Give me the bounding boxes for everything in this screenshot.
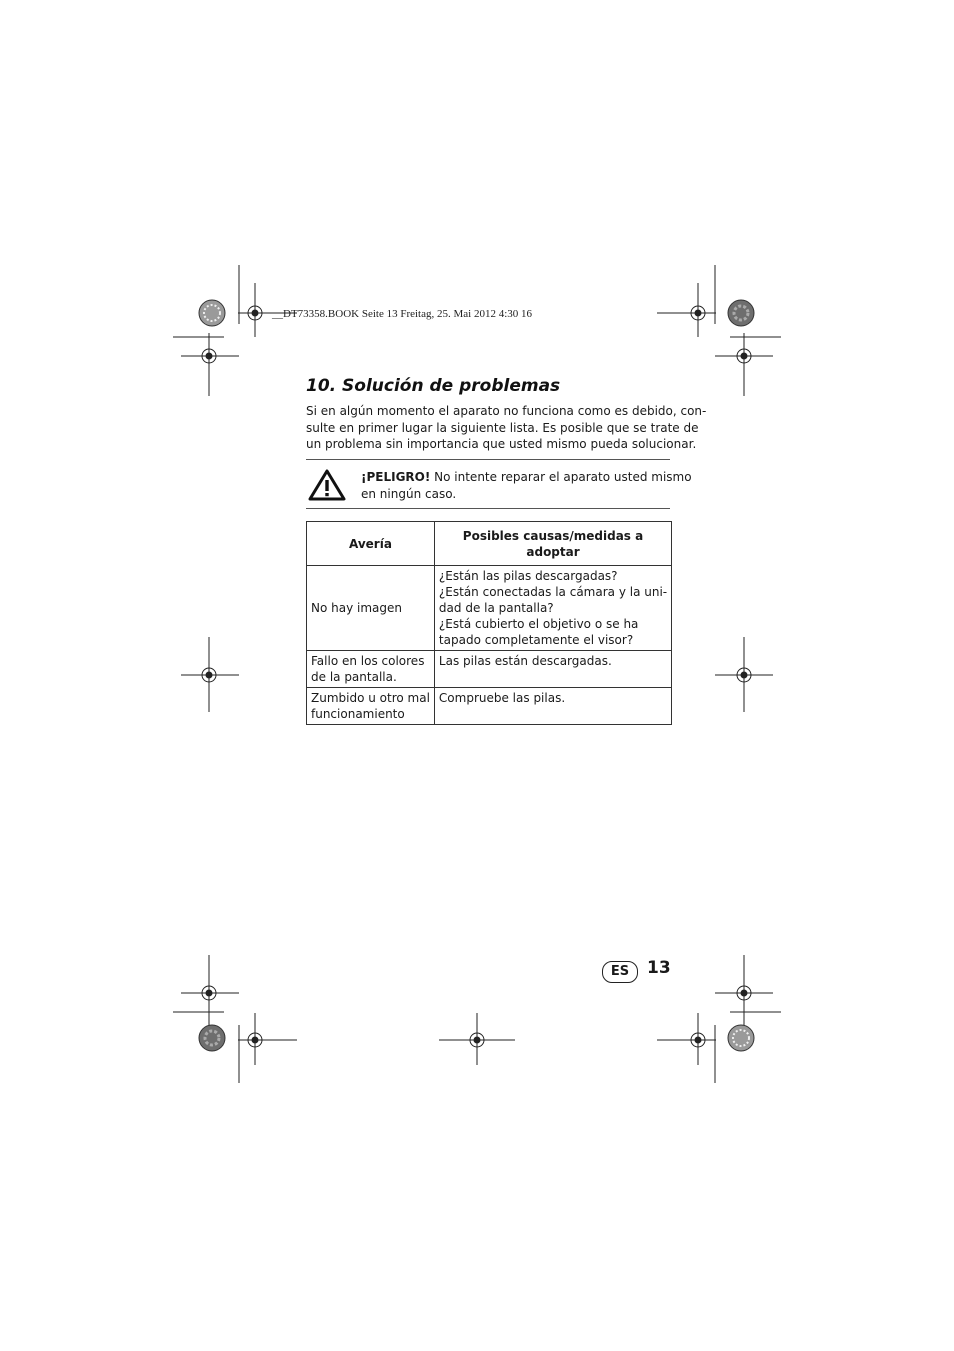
- cause-cell: [434, 688, 671, 725]
- column-header-causes-line: Posibles causas/medidas a: [462, 529, 644, 543]
- column-header-causes: [434, 522, 671, 566]
- column-header-causes-line: adoptar: [526, 545, 580, 559]
- table-header-row: [307, 522, 672, 566]
- cause-cell: [434, 566, 671, 651]
- fault-cell: [307, 566, 435, 651]
- intro-line: sulte en primer lugar la siguiente lista. Es posible que se trate de: [306, 420, 699, 435]
- table-row: [307, 688, 672, 725]
- fault-cell: [307, 651, 435, 688]
- page-number: 13: [647, 958, 671, 978]
- table-row: [307, 566, 672, 651]
- fault-text: de la pantalla.: [311, 670, 397, 684]
- cause-text: Compruebe las pilas.: [438, 691, 566, 705]
- danger-notice: [306, 459, 692, 509]
- intro-line: Si en algún momento el aparato no funciona como es debido, con-: [306, 404, 707, 418]
- fault-text: Fallo en los colores: [311, 654, 425, 668]
- danger-message-cont: en ningún caso.: [361, 486, 457, 501]
- column-header-fault: Avería: [307, 522, 435, 566]
- language-badge: ES: [602, 961, 638, 983]
- section-heading: 10. Solución de problemas: [306, 376, 561, 396]
- warning-triangle-icon: [308, 469, 346, 501]
- intro-paragraph: [306, 403, 707, 453]
- troubleshooting-table: [306, 521, 672, 725]
- table-row: [307, 651, 672, 688]
- cause-cell: [434, 651, 671, 688]
- fault-cell: [307, 688, 435, 725]
- fault-text: No hay imagen: [311, 601, 402, 615]
- intro-line: un problema sin importancia que usted mismo pueda solucionar.: [306, 437, 697, 451]
- danger-message: No intente reparar el aparato usted mismo: [430, 470, 692, 484]
- danger-label: ¡PELIGRO!: [361, 470, 431, 484]
- cause-text: tapado completamente el visor?: [438, 633, 634, 647]
- danger-text: [361, 469, 692, 502]
- cause-text: Las pilas están descargadas.: [438, 654, 612, 668]
- cause-text: ¿Están conectadas la cámara y la uni-: [438, 585, 668, 599]
- fault-text: funcionamiento: [311, 707, 405, 721]
- fault-text: Zumbido u otro mal: [311, 691, 430, 705]
- cause-text: ¿Está cubierto el objetivo o se ha: [438, 617, 639, 631]
- cause-text: ¿Están las pilas descargadas?: [438, 569, 618, 583]
- print-slug: __DT73358.BOOK Seite 13 Freitag, 25. Mai 2012 4:30 16: [272, 308, 533, 320]
- cause-text: dad de la pantalla?: [438, 601, 554, 615]
